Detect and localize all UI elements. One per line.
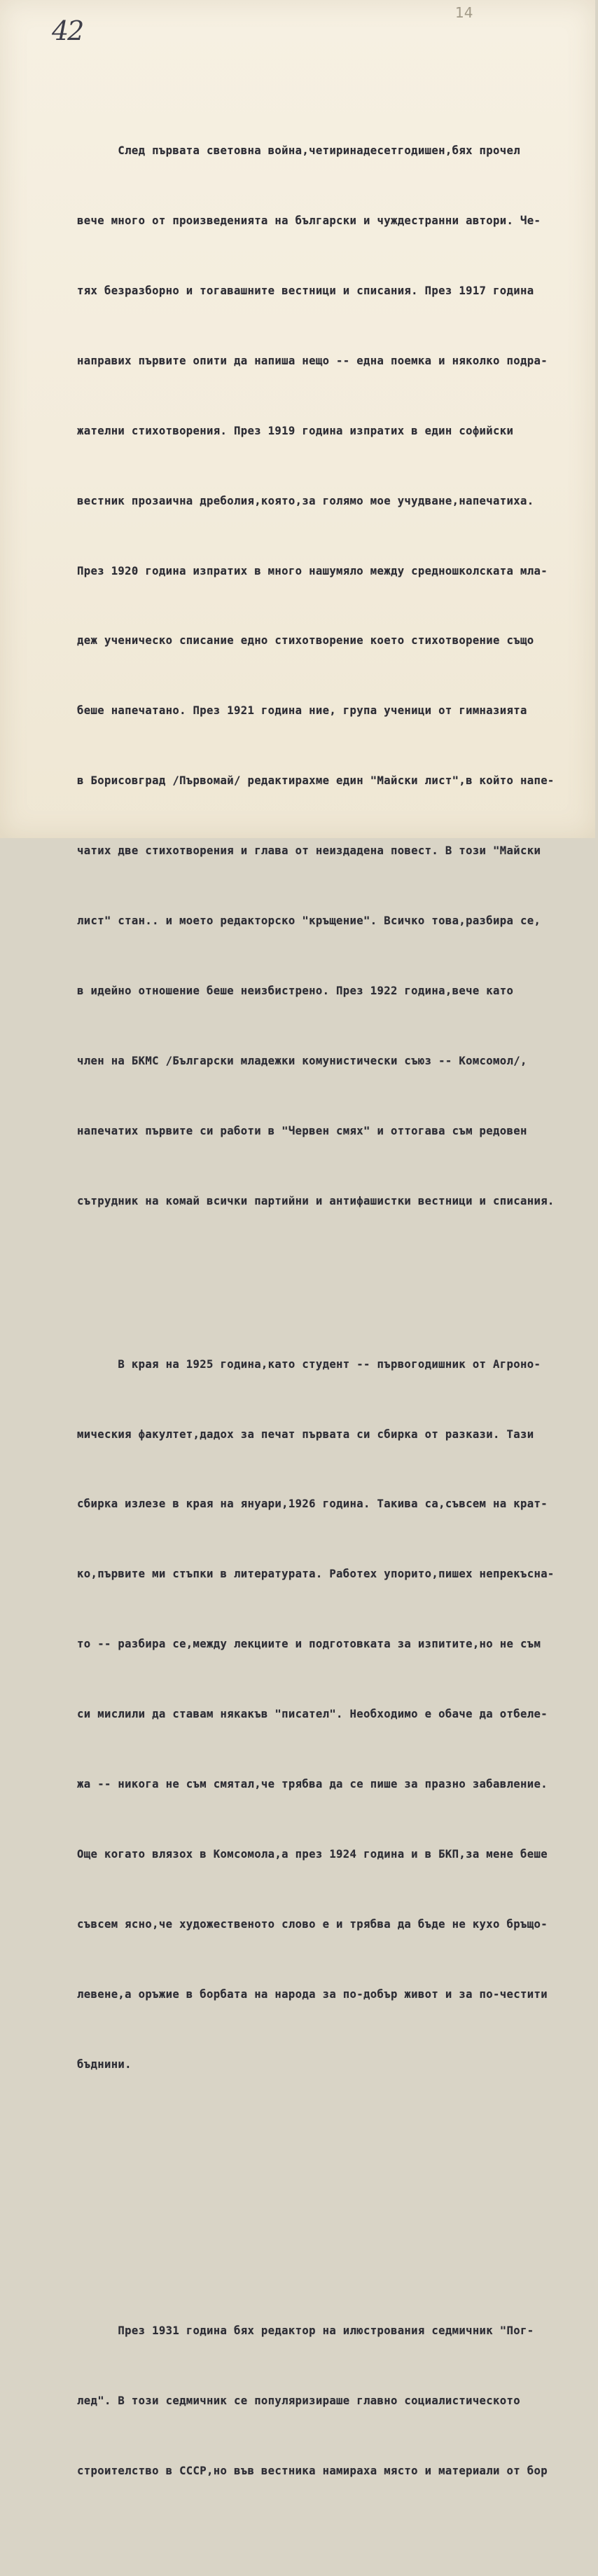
text-line: сътрудник на комай всички партийни и антифашистки вестници и списания. [77, 1194, 555, 1207]
text-line: в Борисовград /Първомай/ редактирахме един "Майски лист",в който напе- [77, 774, 555, 788]
text-line: напечатих първите си работи в "Червен смях" и оттогава съм редовен [77, 1124, 527, 1137]
paragraph-3 [77, 2273, 595, 2530]
text-line: вече много от произведенията на български и чуждестранни автори. Че- [77, 214, 541, 228]
text-line: ко,първите ми стъпки в литературата. Работех упорито,пишех непрекъсна- [77, 1568, 555, 1581]
text-line: член на БКМС /Български младежки комунистически съюз -- Комсомол/, [77, 1054, 527, 1067]
text-line: През 1931 година бях редактор на илюстрования седмичник "Пог- [77, 2324, 534, 2338]
text-line: деж ученическо списание едно стихотворение което стихотворение също [77, 634, 534, 648]
text-line: си мислили да ставам някакъв "писател". Необходимо е обаче да отбеле- [77, 1708, 548, 1721]
text-line: строителство в СССР,но във вестника намираха място и материали от бор [77, 2464, 548, 2477]
text-line: беше напечатано. През 1921 година ние, група ученици от гимназията [77, 704, 527, 718]
text-line: направих първите опити да напиша нещо -- една поемка и няколко подра- [77, 354, 548, 367]
text-line: то -- разбира се,между лекциите и подготовката за изпитите,но не съм [77, 1638, 541, 1651]
page-number: 42 [52, 15, 83, 46]
text-line: бъднини. [77, 2057, 132, 2071]
paragraph-2 [77, 1306, 595, 2123]
text-line: мическия факултет,дадох за печат първата си сбирка от разкази. Тази [77, 1427, 534, 1441]
text-line: жателни стихотворения. През 1919 година изпратих в един софийски [77, 424, 514, 437]
document-body [77, 46, 595, 2576]
text-line: съвсем ясно,че художественото слово е и трябва да бъде не кухо бръщо- [77, 1917, 548, 1931]
text-line: в идейно отношение беше неизбистрено. През 1922 година,вече като [77, 984, 514, 997]
text-line: В края на 1925 година,като студент -- първогодишник от Агроно- [77, 1357, 541, 1371]
text-line: След първата световна война,четиринадесетгодишен,бях прочел [77, 144, 520, 158]
paragraph-1 [77, 93, 595, 1260]
text-line: лед". В този седмичник се популяризираше главно социалистическото [77, 2395, 520, 2408]
text-line: сбирка излезе в края на януари,1926 година. Такива са,съвсем на крат- [77, 1498, 548, 1511]
pencil-mark: 14 [455, 4, 473, 21]
text-line: чатих две стихотворения и глава от неиздадена повест. В този "Майски [77, 844, 541, 858]
text-line: тях безразборно и тогавашните вестници и списания. През 1917 година [77, 284, 534, 297]
text-line: вестник прозаична дреболия,която,за голямо мое учудване,напечатиха. [77, 494, 534, 507]
paragraph-gap [77, 2170, 595, 2226]
text-line: жа -- никога не съм смятал,че трябва да се пише за празно забавление. [77, 1777, 548, 1790]
text-line: Още когато влязох в Комсомола,а през 1924 година и в БКП,за мене беше [77, 1847, 548, 1861]
text-line: лист" стан.. и моето редакторско "кръщение". Всичко това,разбира се, [77, 914, 541, 927]
text-line: левене,а оръжие в борбата на народа за по-добър живот и за по-честити [77, 1987, 548, 2001]
text-line: През 1920 година изпратих в много нашумяло между средношколската мла- [77, 564, 548, 577]
